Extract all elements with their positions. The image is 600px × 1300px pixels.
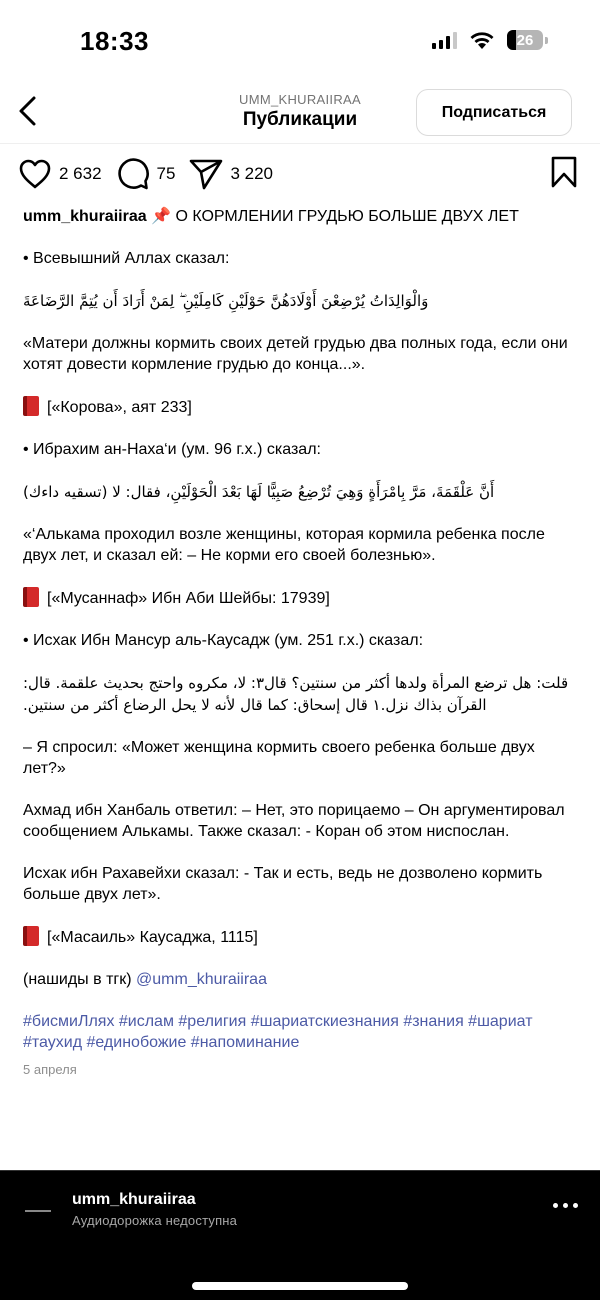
battery-tip — [545, 37, 548, 44]
more-options-button[interactable] — [549, 1199, 582, 1212]
source-reference: [«Мусаннаф» Ибн Аби Шейбы: 17939] — [23, 587, 578, 609]
audio-username[interactable]: umm_khuraiiraa — [72, 1191, 196, 1208]
comment-button[interactable] — [116, 157, 176, 191]
header — [0, 84, 600, 144]
battery-icon — [507, 30, 543, 50]
caption-paragraph: – Я спросил: «Может женщина кормить своего ребенка больше двух лет?» — [23, 739, 535, 777]
caption-paragraph: Ахмад ибн Ханбаль ответил: – Нет, это порицаемо – Он аргументировал сообщением Алькамы. Также сказал: - Коран об этом ниспослан. — [23, 802, 565, 840]
likes-count: 2 632 — [59, 164, 102, 183]
pin-icon: 📌 — [151, 208, 171, 225]
comment-icon — [116, 157, 150, 191]
cellular-signal-icon — [432, 31, 457, 49]
share-button[interactable] — [189, 158, 273, 190]
comments-count: 75 — [156, 164, 176, 183]
caption-title: О КОРМЛЕНИИ ГРУДЬЮ БОЛЬШЕ ДВУХ ЛЕТ — [175, 208, 519, 225]
save-button[interactable] — [550, 156, 578, 193]
send-icon — [189, 158, 223, 190]
caption-paragraph: • Исхак Ибн Мансур аль-Каусадж (ум. 251 г.х.) сказал: — [23, 632, 424, 649]
audio-player-bar[interactable] — [0, 1170, 600, 1300]
more-dot-icon — [553, 1203, 558, 1208]
arabic-narration: أَنَّ عَلْقَمَةَ، مَرَّ بِامْرَأَةٍ وَهِيَ تُرْضِعُ صَبِيًّا لَهَا بَعْدَ الْحَوْلَيْنِ، فقال: لا (تسقيه داءك) — [23, 483, 495, 501]
post-actions — [18, 156, 578, 192]
caption-paragraph: «‘Алькама проходил возле женщины, которая кормила ребенка после двух лет, и сказал ей: – Не корми его своей болезнью». — [23, 526, 545, 564]
audio-thumbnail — [18, 1191, 58, 1231]
post-caption — [23, 206, 578, 1080]
page-title: Публикации — [242, 109, 358, 130]
status-bar — [0, 0, 600, 80]
bookmark-icon — [550, 156, 578, 188]
status-time: 18:33 — [80, 26, 149, 56]
caption-paragraph: (нашиды в тгк) @umm_khuraiiraa — [23, 971, 267, 988]
caption-username[interactable]: umm_khuraiiraa — [23, 208, 147, 225]
book-icon — [23, 396, 39, 416]
arabic-quran-verse: وَالْوَالِدَاتُ يُرْضِعْنَ أَوْلَادَهُنَّ حَوْلَيْنِ كَامِلَيْنِ ۖ لِمَنْ أَرَادَ أَن يُتِمَّ الرَّضَاعَةَ — [23, 292, 429, 310]
source-reference: [«Корова», аят 233] — [23, 396, 578, 418]
wifi-icon — [469, 31, 495, 50]
audio-status: Аудиодорожка недоступна — [72, 1213, 238, 1228]
caption-paragraph: • Всевышний Аллах сказал: — [23, 250, 230, 267]
follow-button[interactable]: Подписаться — [416, 89, 572, 136]
caption-paragraph: • Ибрахим ан-Наха‘и (ум. 96 г.х.) сказал: — [23, 441, 321, 458]
book-icon — [23, 926, 39, 946]
caption-paragraph: «Матери должны кормить своих детей грудью два полных года, если они хотят довести кормление грудью до конца...». — [23, 335, 568, 373]
caption-paragraph: Исхак ибн Рахавейхи сказал: - Так и есть, ведь не дозволено кормить больше двух лет». — [23, 865, 543, 903]
status-icons — [432, 30, 548, 50]
header-username[interactable]: UMM_KHURAIIRAA — [239, 92, 361, 107]
heart-icon — [18, 158, 52, 190]
mention-link[interactable]: @umm_khuraiiraa — [136, 971, 267, 988]
shares-count: 3 220 — [230, 164, 274, 183]
hashtags[interactable]: #бисмиЛлях #ислам #религия #шариатскиезнания #знания #шариат #таухид #единобожие #напоминание — [23, 1013, 533, 1051]
book-icon — [23, 587, 39, 607]
more-dot-icon — [573, 1203, 578, 1208]
source-reference: [«Масаиль» Каусаджа, 1115] — [23, 926, 578, 948]
caption-header — [23, 206, 578, 227]
post-date: 5 апреля — [23, 1062, 77, 1077]
like-button[interactable] — [18, 158, 102, 190]
battery-percent: 26 — [516, 31, 534, 49]
home-indicator[interactable] — [192, 1282, 408, 1290]
more-dot-icon — [563, 1203, 568, 1208]
arabic-narration: قلت: هل ترضع المرأة ولدها أكثر من سنتين؟ قال٣: لا، مكروه واحتج بحديث علقمة. قال: القرآن بذاك نزل.١ قال إسحاق: كما قال لأنه لا يحل الرضاع أكثر من سنتين. — [23, 674, 569, 714]
